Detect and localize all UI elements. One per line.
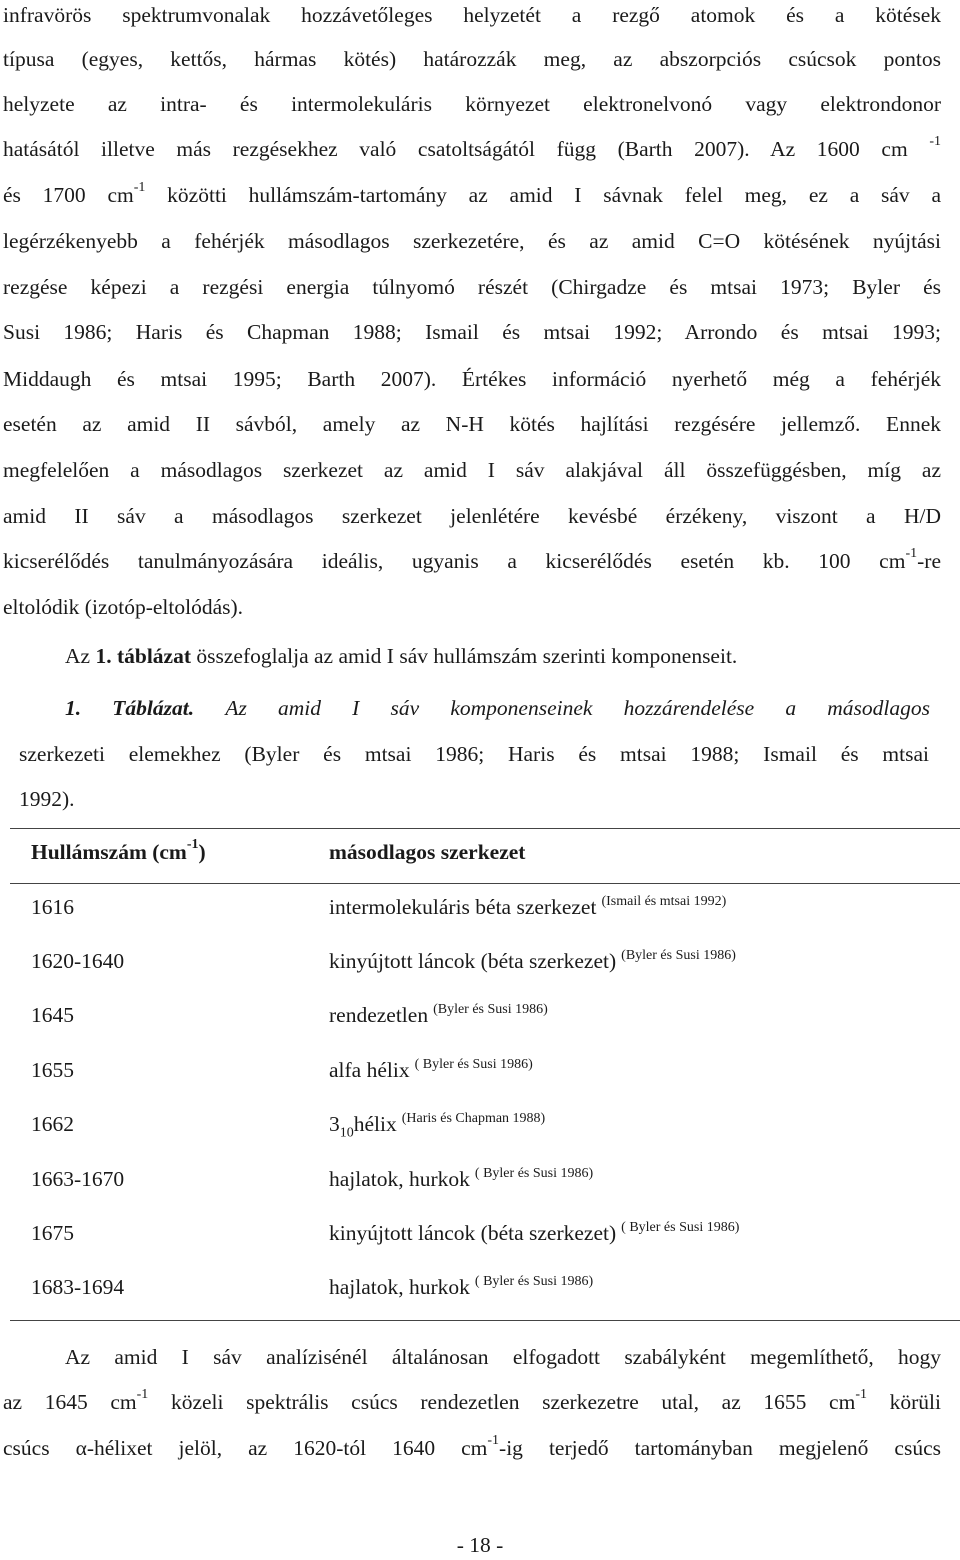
table-cell-wavenumber: 1662	[31, 1112, 74, 1136]
text-line	[3, 134, 941, 164]
caption-line	[65, 693, 930, 723]
text-span: az 1645 cm	[3, 1390, 137, 1414]
citation: (Ismail és mtsai 1992)	[601, 894, 727, 909]
table-cell-wavenumber: 1683-1694	[31, 1275, 125, 1299]
page-number: - 18 -	[456, 1533, 504, 1557]
structure-text: hélix	[353, 1112, 397, 1136]
table-cell-wavenumber: 1663-1670	[31, 1167, 125, 1191]
text-span: összefoglalja az amid I sáv hullámszám szerinti komponenseit.	[191, 644, 738, 668]
table-cell-structure	[329, 946, 736, 980]
table-cell-structure	[329, 892, 726, 926]
citation: ( Byler és Susi 1986)	[474, 1166, 594, 1181]
caption-number: 1. Táblázat.	[65, 696, 195, 720]
table-header-rule	[10, 883, 960, 884]
text-line	[3, 180, 941, 210]
citation: (Byler és Susi 1986)	[433, 1002, 548, 1017]
text-line: megfelelően a másodlagos szerkezet az amid I sáv alakjával áll összefüggésben, míg az	[3, 458, 941, 482]
table-cell-wavenumber: 1655	[31, 1058, 74, 1082]
superscript: -1	[905, 545, 918, 561]
text-line: infravörös spektrumvonalak hozzávetőleges helyzetét a rezgő atomok és a kötések	[3, 3, 941, 27]
subscript: 10	[339, 1125, 354, 1141]
structure-text: kinyújtott láncok (béta szerkezet)	[329, 949, 617, 973]
text-line: esetén az amid II sávból, amely az N-H kötés hajlítási rezgésére jellemző. Ennek	[3, 412, 941, 436]
caption-line: 1992).	[19, 787, 75, 811]
structure-prefix: 3	[329, 1112, 340, 1136]
citation: ( Byler és Susi 1986)	[414, 1057, 533, 1072]
text-line: Az amid I sáv analízisénél általánosan elfogadott szabályként megemlíthető, hogy	[65, 1345, 941, 1369]
superscript: -1	[136, 1386, 149, 1402]
text-span: csúcs α-hélixet jelöl, az 1620-tól 1640 cm	[3, 1436, 488, 1460]
table-cell-wavenumber: 1620-1640	[31, 949, 125, 973]
structure-text: intermolekuláris béta szerkezet	[329, 895, 597, 919]
table-header-wavenumber	[31, 837, 206, 867]
structure-text: rendezetlen	[329, 1003, 429, 1027]
header-text: )	[198, 840, 206, 864]
table-cell-wavenumber: 1675	[31, 1221, 74, 1245]
header-text: Hullámszám (cm	[31, 840, 187, 864]
caption-line: szerkezeti elemekhez (Byler és mtsai 1986; Haris és mtsai 1988; Ismail és mtsai	[19, 742, 929, 766]
table-cell-structure	[329, 1164, 593, 1198]
table-reference: 1. táblázat	[95, 644, 191, 668]
text-span: -re	[917, 549, 941, 573]
text-span: Az	[65, 644, 96, 668]
caption-title: Az amid I sáv komponenseinek hozzárendelése a másodlagos	[225, 696, 931, 720]
text-line	[3, 1387, 941, 1417]
text-line: amid II sáv a másodlagos szerkezet jelenlétére kevésbé érzékeny, viszont a H/D	[3, 504, 941, 528]
table-cell-structure	[329, 1055, 533, 1089]
text-line: Susi 1986; Haris és Chapman 1988; Ismail és mtsai 1992; Arrondo és mtsai 1993;	[3, 320, 941, 344]
text-span: -ig terjedő tartományban megjelenő csúcs	[499, 1436, 941, 1460]
table-cell-structure	[329, 1109, 545, 1143]
text-span: kicserélődés tanulmányozására ideális, ugyanis a kicserélődés esetén kb. 100 cm	[3, 549, 906, 573]
table-cell-wavenumber: 1616	[31, 895, 74, 919]
superscript: -1	[929, 133, 941, 149]
citation: ( Byler és Susi 1986)	[474, 1274, 594, 1289]
body-paragraph-2	[65, 641, 925, 671]
citation: (Byler és Susi 1986)	[621, 948, 736, 963]
text-span: hatásától illetve más rezgésekhez való csatoltságától függ (Barth 2007). Az 1600 cm	[3, 137, 908, 161]
text-span: körüli	[867, 1390, 942, 1414]
structure-text: hajlatok, hurkok	[329, 1275, 470, 1299]
structure-text: hajlatok, hurkok	[329, 1167, 470, 1191]
text-line	[3, 1433, 941, 1463]
citation: ( Byler és Susi 1986)	[621, 1220, 740, 1235]
table-cell-wavenumber: 1645	[31, 1003, 74, 1027]
table-cell-structure	[329, 1218, 739, 1252]
text-line: típusa (egyes, kettős, hármas kötés) határozzák meg, az abszorpciós csúcsok pontos	[3, 47, 941, 71]
text-line: legérzékenyebb a fehérjék másodlagos szerkezetére, és az amid C=O kötésének nyújtási	[3, 229, 941, 253]
text-line: rezgése képezi a rezgési energia túlnyomó részét (Chirgadze és mtsai 1973; Byler és	[3, 275, 941, 299]
text-span: és 1700 cm	[3, 183, 134, 207]
text-line: eltolódik (izotóp-eltolódás).	[3, 595, 244, 619]
superscript: -1	[186, 836, 199, 852]
table-bottom-rule	[10, 1320, 960, 1321]
table-cell-structure	[329, 1272, 593, 1306]
structure-text: alfa hélix	[329, 1058, 410, 1082]
superscript: -1	[855, 1386, 867, 1402]
text-line: helyzete az intra- és intermolekuláris környezet elektronelvonó vagy elektrondonor	[3, 92, 941, 116]
text-line	[3, 546, 941, 576]
text-line: Middaugh és mtsai 1995; Barth 2007). Értékes információ nyerhető még a fehérjék	[3, 367, 941, 391]
text-span: közeli spektrális csúcs rendezetlen szerkezetre utal, az 1655 cm	[148, 1390, 856, 1414]
superscript: -1	[487, 1432, 500, 1448]
table-top-rule	[10, 828, 960, 829]
structure-text: kinyújtott láncok (béta szerkezet)	[329, 1221, 617, 1245]
citation: (Haris és Chapman 1988)	[401, 1111, 546, 1126]
table-cell-structure	[329, 1000, 548, 1034]
table-header-structure: másodlagos szerkezet	[329, 840, 526, 864]
superscript: -1	[133, 179, 146, 195]
text-span: közötti hullámszám-tartomány az amid I sávnak felel meg, ez a sáv a	[145, 183, 941, 207]
